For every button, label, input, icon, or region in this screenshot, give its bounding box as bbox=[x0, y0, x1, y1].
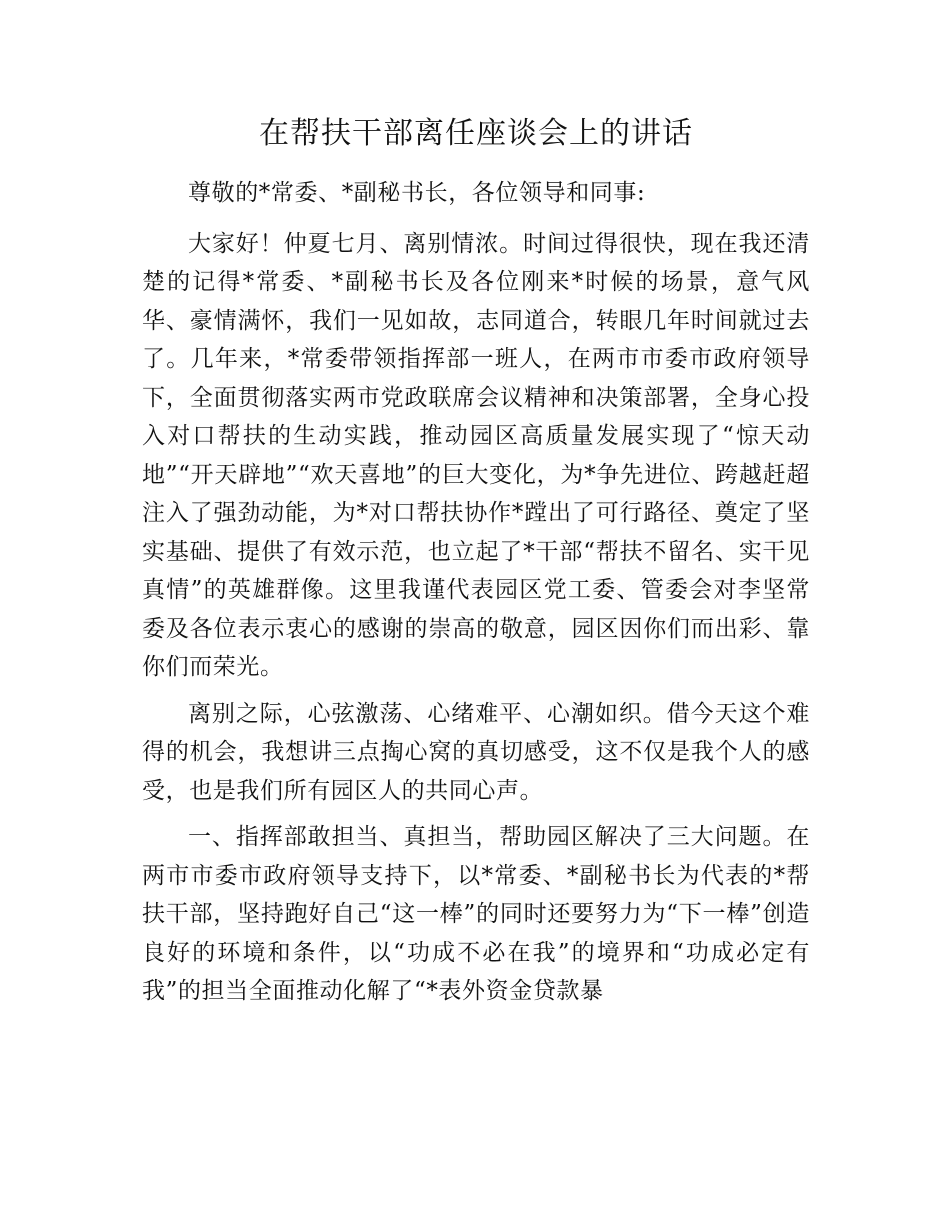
document-title: 在帮扶干部离任座谈会上的讲话 bbox=[259, 116, 693, 151]
greeting-paragraph: 尊敬的*常委、*副秘书长，各位领导和同事: bbox=[188, 180, 646, 206]
body-paragraph-2: 离别之际，心弦激荡、心绪难平、心潮如织。借今天这个难得的机会，我想讲三点掏心窝的真切感受，这不仅是我个人的感受，也是我们所有园区人的共同心声。 bbox=[142, 700, 810, 804]
body-paragraph-3: 一、指挥部敢担当、真担当，帮助园区解决了三大问题。在两市市委市政府领导支持下，以*常委、*副秘书长为代表的*帮扶干部，坚持跑好自己“这一棒”的同时还要努力为“下一棒”创造良好的环境和条件，以“功成不必在我”的境界和“功成必定有我”的担当全面推动化解了“*表外资金贷款暴 bbox=[142, 824, 810, 1004]
body-paragraph-1: 大家好！仲夏七月、离别情浓。时间过得很快，现在我还清楚的记得*常委、*副秘书长及各位刚来*时候的场景，意气风华、豪情满怀，我们一见如故，志同道合，转眼几年时间就过去了。几年来，*常委带领指挥部一班人，在两市市委市政府领导下，全面贯彻落实两市党政联席会议精神和决策部署，全身心投入对口帮扶的生动实践，推动园区高质量发展实现了“惊天动地”“开天辟地”“欢天喜地”的巨大变化，为*争先进位、跨越赶超注入了强劲动能，为*对口帮扶协作*蹚出了可行路径、奠定了坚实基础、提供了有效示范，也立起了*干部“帮扶不留名、实干见真情”的英雄群像。这里我谨代表园区党工委、管委会对李坚常委及各位表示衷心的感谢的崇高的敬意，园区因你们而出彩、靠你们而荣光。 bbox=[142, 230, 810, 680]
document-body bbox=[142, 110, 810, 1019]
